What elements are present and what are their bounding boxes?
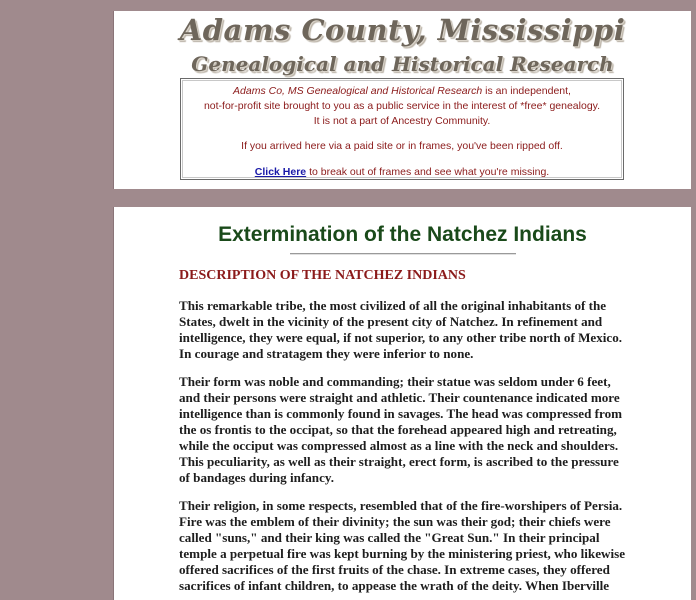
notice-line (181, 84, 623, 99)
notice-box (180, 78, 624, 180)
header-panel (113, 11, 691, 189)
article-paragraph: This remarkable tribe, the most civilized of all the original inhabitants of the States, dwelt in the vicinity of the present city of Natchez. In refinement and intelligence, they were equal, if not superior, to any other tribe north of Mexico. In courage and stratagem they were inferior to none. (179, 298, 623, 361)
article-paragraph: Their religion, in some respects, resembled that of the fire-worshipers of Persia. Fire was the emblem of their divinity; the sun was their god; their chiefs were called "suns," and their king was called the "Great Sun." In their principal temple a perpetual fire was kept burning by the ministering priest, who likewise offered sacrifices of the first fruits of the chase. In extreme cases, they offered sacrifices of infant children, to appease the wrath of the deity. When Iberville (179, 498, 626, 593)
break-frames-link[interactable]: Click Here (254, 166, 307, 178)
content-panel (113, 207, 691, 600)
page-title: Extermination of the Natchez Indians (218, 223, 587, 246)
notice-warning: If you arrived here via a paid site or in frames, you've been ripped off. (241, 140, 563, 152)
notice-line5-rest: to break out of frames and see what you're missing. (306, 166, 550, 178)
article-paragraph: Their form was noble and commanding; their statue was seldom under 6 feet, and their persons were straight and athletic. Their countenance indicated more intelligence than is commonly found in savages. The head was compressed from the os frontis to the occipat, so that the forehead appeared high and retreating, while the occiput was compressed almost as a line with the neck and shoulders. This peculiarity, as well as their straight, erect form, is ascribed to the pressure of bandages during infancy. (179, 374, 623, 485)
notice-line (181, 165, 623, 180)
notice-site-name: Adams Co, MS Genealogical and Historical Research (233, 85, 483, 97)
site-subtitle: Genealogical and Historical Research (191, 52, 614, 76)
section-heading: DESCRIPTION OF THE NATCHEZ INDIANS (179, 268, 466, 283)
site-title: Adams County, Mississippi (179, 13, 626, 47)
title-divider (290, 253, 516, 255)
notice-line: not-for-profit site brought to you as a public service in the interest of *free* genealogy. (203, 100, 601, 112)
notice-line: It is not a part of Ancestry Community. (313, 115, 491, 127)
notice-line1-rest: is an independent, (482, 85, 571, 97)
